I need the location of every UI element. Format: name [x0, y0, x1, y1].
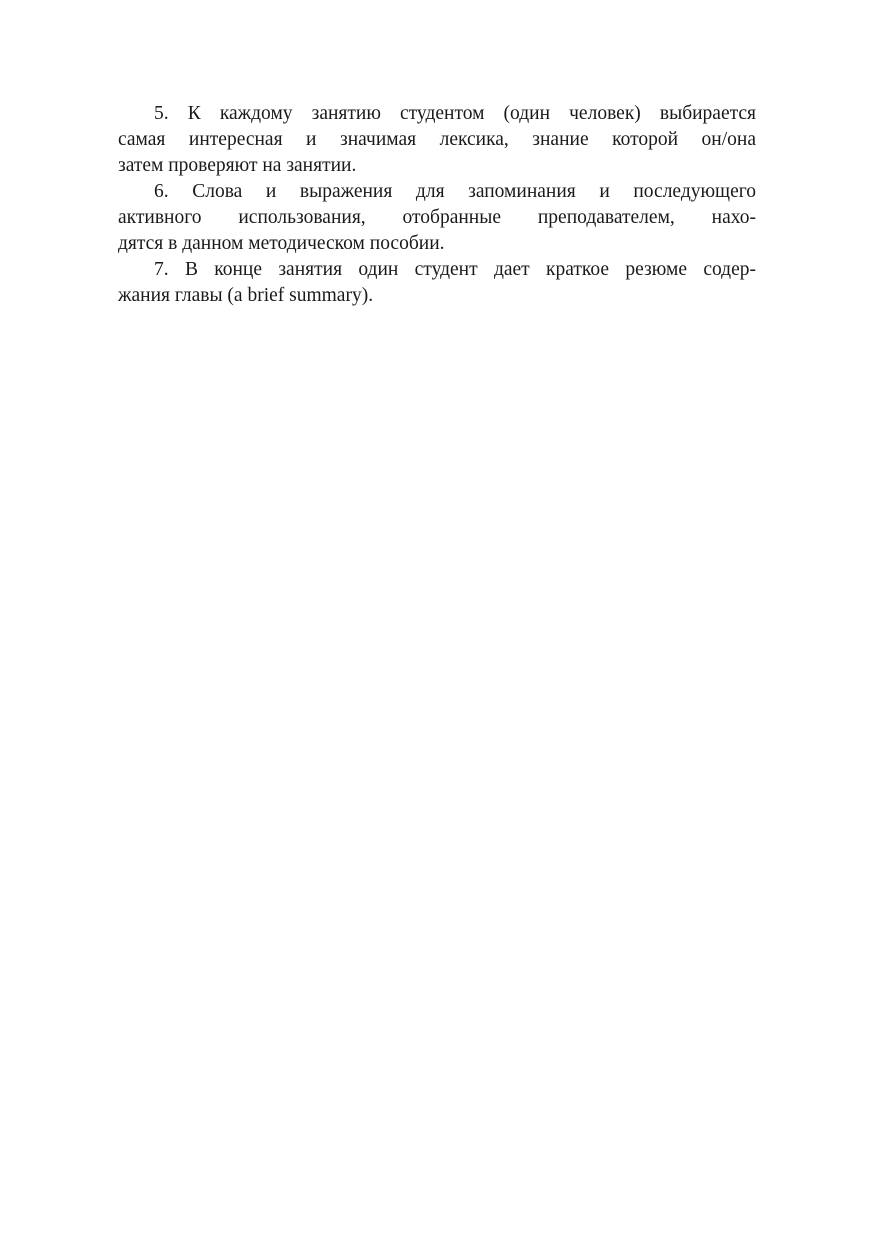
- paragraph-line: активного использования, отобранные преподавателем, нахо-: [118, 207, 756, 228]
- paragraph-5: [118, 101, 756, 179]
- document-body: [118, 101, 756, 309]
- paragraph-7: [118, 257, 756, 309]
- paragraph-line: 5. К каждому занятию студентом (один человек) выбирается: [154, 103, 756, 124]
- paragraph-6: [118, 179, 756, 257]
- paragraph-line: дятся в данном методическом пособии.: [118, 233, 445, 254]
- paragraph-line: затем проверяют на занятии.: [118, 155, 357, 176]
- paragraph-line: 7. В конце занятия один студент дает краткое резюме содер-: [154, 259, 756, 280]
- paragraph-line: жания главы (a brief summary).: [118, 285, 374, 306]
- paragraph-line: самая интересная и значимая лексика, знание которой он/она: [118, 129, 756, 150]
- paragraph-line: 6. Слова и выражения для запоминания и последующего: [154, 181, 756, 202]
